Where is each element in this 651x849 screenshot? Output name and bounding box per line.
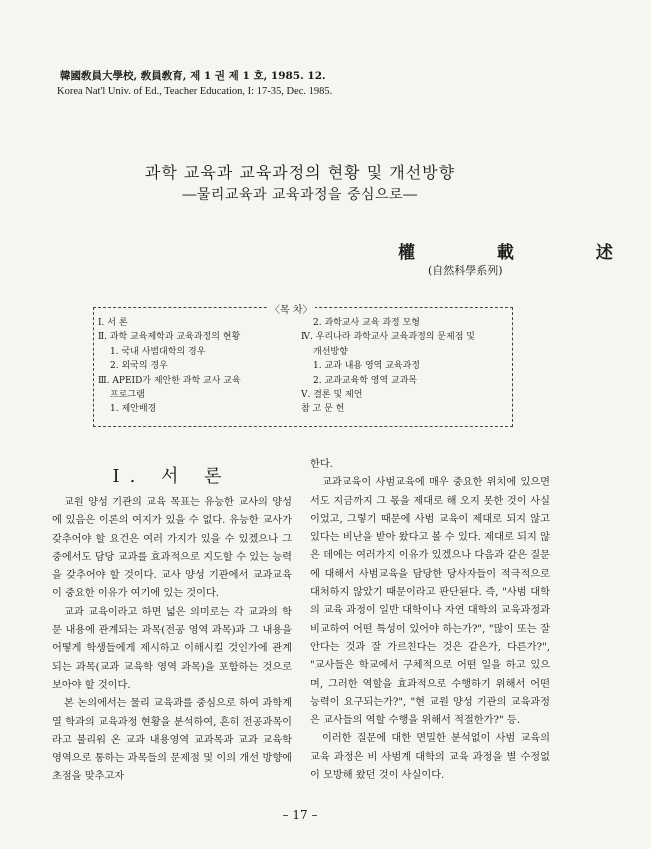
journal-citation-korean: 韓國敎員大學校, 敎員敎育, 제 1 권 제 1 호, 1985. 12. xyxy=(60,70,326,82)
toc-entry: 2. 교과교육학 영역 교과목 xyxy=(313,375,418,386)
toc-entry: Ⅱ. 과학 교육제학과 교육과정의 현황 xyxy=(98,332,241,343)
toc-entry: 1. 교과 내용 영역 교육과정 xyxy=(313,361,420,372)
journal-citation-english: Korea Nat'l Univ. of Ed., Teacher Education, I: 17-35, Dec. 1985. xyxy=(57,86,333,97)
toc-entry: 1. 국내 사범대학의 경우 xyxy=(110,346,206,357)
body-paragraph: 교과 교육이라고 하면 넓은 의미로는 각 교과의 학문 내용에 관계되는 과목(전공 영역 과목)과 그 내용을 어떻게 학생들에게 제시하고 이해시킬 것인가에 관계되는 과목(교과 교육학 영역 과목)을 포함하는 것으로 보아야 할 것이다. xyxy=(52,606,292,691)
body-paragraph: 이러한 질문에 대한 면밀한 분석없이 사범 교육의 교육 과정은 비 사범계 대학의 교육 과정을 별 수정없이 모방해 왔던 것이 사실이다. xyxy=(310,733,550,782)
table-of-contents xyxy=(93,307,513,427)
toc-entry: Ⅰ. 서 론 xyxy=(98,318,128,328)
toc-entry: Ⅳ. 우리나라 과학교사 교육과정의 문제점 및 xyxy=(301,332,475,343)
body-paragraph: 한다. xyxy=(310,459,333,470)
toc-right-column xyxy=(301,316,475,417)
author-department: (自然科學系列) xyxy=(428,264,503,277)
toc-entry: Ⅴ. 결론 및 제언 xyxy=(301,390,363,401)
section-heading: Ⅰ. 서 론 xyxy=(112,466,232,487)
body-right-column xyxy=(310,456,550,785)
toc-label: 〈목 차〉 xyxy=(268,301,315,316)
toc-entry: 프로그램 xyxy=(110,390,145,401)
author-name: 權 載 述 xyxy=(398,243,651,263)
paper-subtitle: ―물리교육과 교육과정을 중심으로― xyxy=(182,187,418,203)
toc-entry: 개선방향 xyxy=(313,346,348,357)
toc-entry: 2. 외국의 경우 xyxy=(110,361,168,372)
page-number: – 17 – xyxy=(282,808,318,822)
toc-entry: 2. 과학교사 교육 과정 모형 xyxy=(313,318,420,328)
paper-title: 과학 교육과 교육과정의 현황 및 개선방향 xyxy=(144,163,456,182)
toc-entry: 참 고 문 헌 xyxy=(301,404,345,415)
body-paragraph: 본 논의에서는 물리 교육과를 중심으로 하여 과학계열 학과의 교육과정 현황을 분석하여, 흔히 전공과목이라고 불리워 온 교과 내용영역 교과목과 교과 교육학 영역으로 통하는 과목들의 문제점 및 이의 개선 방향에 초점을 맞추고자 xyxy=(52,698,292,783)
body-left-column xyxy=(52,494,292,787)
body-paragraph: 교원 양성 기관의 교육 목표는 유능한 교사의 양성에 있음은 이론의 여지가 있을 수 없다. 유능한 교사가 갖추어야 할 요건은 여러 가지가 있을 수 있겠으나 그 중에서도 담당 교과를 효과적으로 지도할 수 있는 능력을 갖추어야 할 것이다. 교사 양성 기관에서 교과교육이 중요한 이유가 여기에 있는 것이다. xyxy=(52,497,292,600)
toc-left-column xyxy=(98,316,241,417)
body-paragraph: 교과교육이 사범교육에 매우 중요한 위치에 있으면서도 지금까지 그 몫을 제대로 해 오지 못한 것이 사실이었고, 그렇기 때문에 사범 교육이 제대로 되지 않고 있다는 비난을 받아 왔다고 볼 수 있다. 제대로 되지 않은 데에는 여러가지 이유가 있겠으나 다음과 같은 질문에 대해서 사범교육을 담당한 당사자들이 적극적으로 대처하지 않았기 때문이라고 판단된다. 즉, "사범 대학의 교육 과정이 일반 대학이나 자연 대학의 교육과정과 비교하여 어떤 특성이 있어야 하는가?", "많이 또는 잘 안다는 것과 잘 가르친다는 것은 같은가, 다른가?", "교사들은 학교에서 구체적으로 어떤 일을 하고 있으며, 그러한 역할을 효과적으로 수행하기 위해서 어떤 능력이 요구되는가?", "현 교원 양성 기관의 교육과정은 교사들의 역할 수행을 위해서 적절한가?" 등. xyxy=(310,477,550,727)
toc-entry: 1. 제안배경 xyxy=(110,404,157,415)
toc-entry: Ⅲ. APEID가 제안한 과학 교사 교육 xyxy=(98,375,241,386)
